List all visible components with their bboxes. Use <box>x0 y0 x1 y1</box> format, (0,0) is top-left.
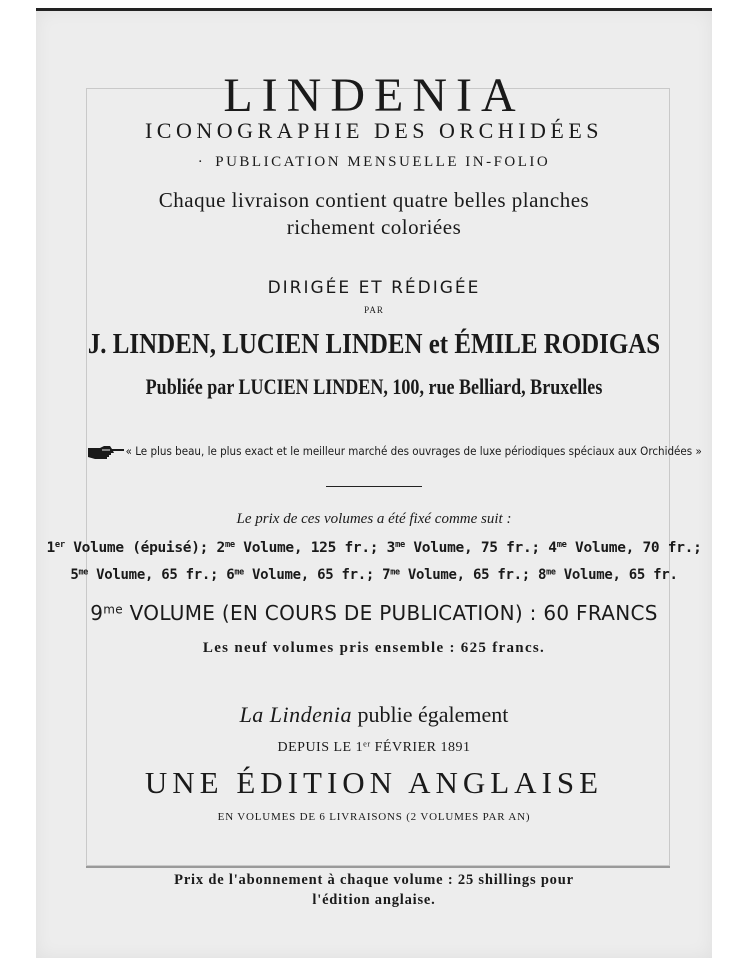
volume-entry: $2^{me}$ Volume, 125 fr.; <box>216 540 387 556</box>
lindenia-rest: publie également <box>357 702 509 727</box>
volume-prices-line-2 <box>36 567 712 583</box>
par-label: PAR <box>364 305 384 315</box>
livraison-line-2: richement coloriées <box>286 215 462 239</box>
lindenia-italic: La Lindenia <box>239 702 353 727</box>
volume-entry: $5^{me}$ Volume, 65 fr.; <box>70 566 227 583</box>
authors-line: J. LINDEN, LUCIEN LINDEN et ÉMILE RODIGAS <box>87 328 661 360</box>
page-title: LINDENIA <box>223 69 525 122</box>
english-edition-heading: UNE ÉDITION ANGLAISE <box>144 765 604 800</box>
all-volumes-price: Les neuf volumes pris ensemble : 625 francs. <box>202 640 546 656</box>
volume-entry: $4^{me}$ Volume, 70 fr.; <box>548 540 702 556</box>
direction-heading: DIRIGÉE ET RÉDIGÉE <box>267 278 481 298</box>
top-edge-line <box>36 8 712 11</box>
publication-text: PUBLICATION MENSUELLE IN-FOLIO <box>215 154 551 170</box>
volume-9-line: $9^{me}$ VOLUME (EN COURS DE PUBLICATION) : 60 FRANCS <box>90 601 658 625</box>
volume-entry: $8^{me}$ Volume, 65 fr. <box>537 566 678 583</box>
volume-entry: 1er Volume (épuisé); <box>46 540 217 556</box>
livraison-line-1: Chaque livraison contient quatre belles planches <box>158 188 590 212</box>
volume-entry: $6^{me}$ Volume, 65 fr.; <box>226 566 383 583</box>
volumes-note: EN VOLUMES DE 6 LIVRAISONS (2 VOLUMES PAR AN) <box>217 811 531 823</box>
quote-text: « Le plus beau, le plus exact et le meilleur marché des ouvrages de luxe périodiques spéciaux aux Orchidées » <box>125 444 702 458</box>
prices-intro: Le prix de ces volumes a été fixé comme suit : <box>236 511 512 527</box>
subscription-line-2: l'édition anglaise. <box>312 892 436 908</box>
publisher-line: Publiée par LUCIEN LINDEN, 100, rue Belliard, Bruxelles <box>145 374 603 399</box>
subscription-line-1: Prix de l'abonnement à chaque volume : 25 shillings pour <box>174 872 574 888</box>
separator-rule <box>326 486 422 487</box>
volume-prices-line-1 <box>36 540 712 556</box>
subtitle: ICONOGRAPHIE DES ORCHIDÉES <box>144 118 603 143</box>
volume-entry: $3^{me}$ Volume, 75 fr.; <box>386 540 549 556</box>
frame-bottom-rule <box>86 866 670 868</box>
publication-line <box>36 154 712 171</box>
lindenia-announcement <box>36 702 712 728</box>
volume-entry: $7^{me}$ Volume, 65 fr.; <box>382 566 538 583</box>
since-date-line: DEPUIS LE 1er FÉVRIER 1891 <box>277 739 471 755</box>
bullet-dot: · <box>197 154 206 170</box>
quote-line <box>86 444 702 458</box>
